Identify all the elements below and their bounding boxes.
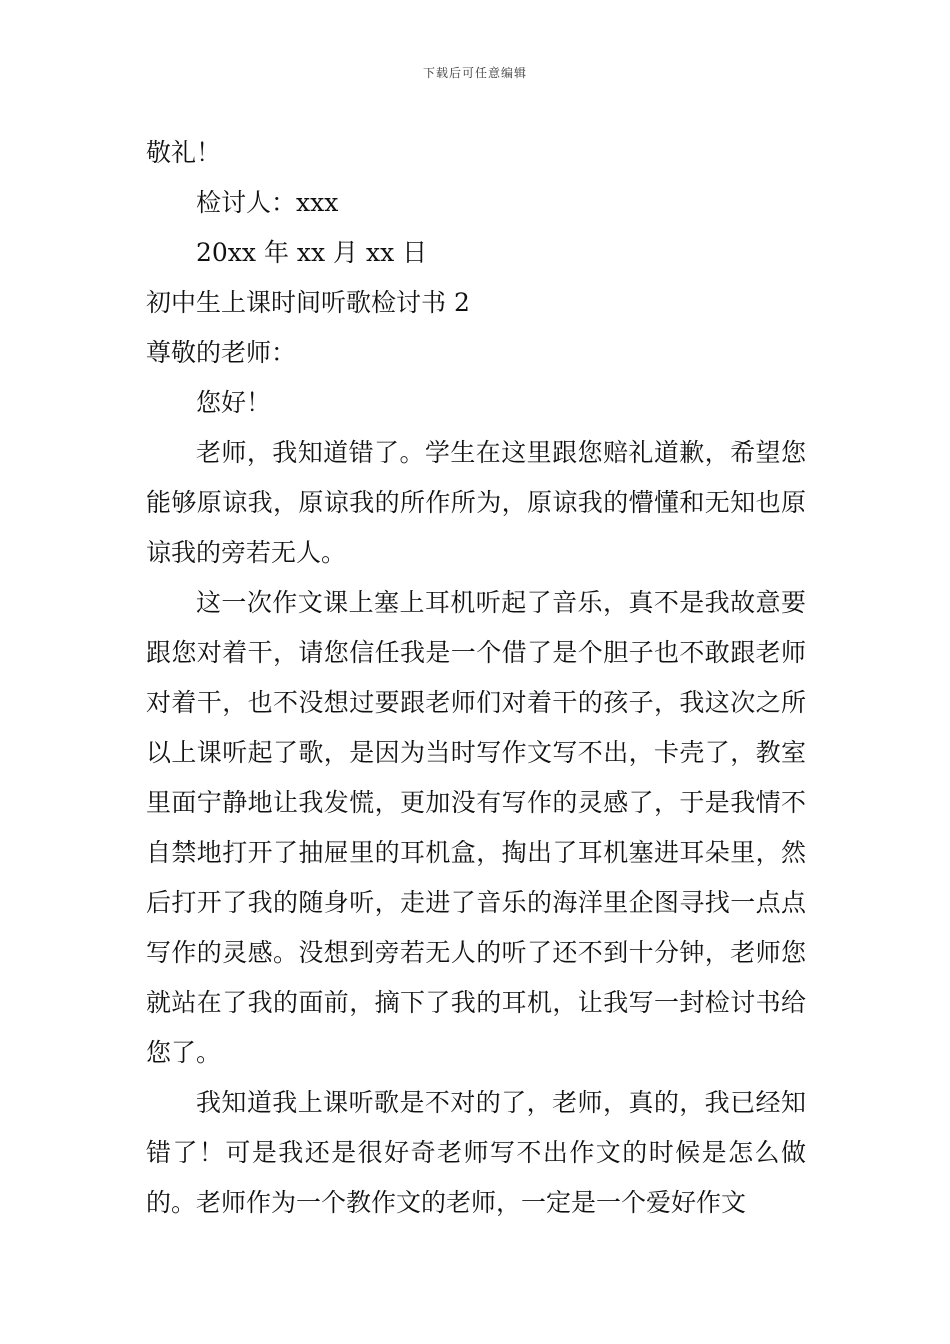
body-paragraph-3: 我知道我上课听歌是不对的了，老师，真的，我已经知错了！可是我还是很好奇老师写不出作文的时候是怎么做的。老师作为一个教作文的老师，一定是一个爱好作文 <box>146 1088 806 1217</box>
body-paragraph-1: 老师，我知道错了。学生在这里跟您赔礼道歉，希望您能够原谅我，原谅我的所作所为，原谅我的懵懂和无知也原谅我的旁若无人。 <box>146 438 806 567</box>
greeting-line: 您好！ <box>196 388 272 417</box>
body-paragraph-2: 这一次作文课上塞上耳机听起了音乐，真不是我故意要跟您对着干，请您信任我是一个借了是个胆子也不敢跟老师对着干，也不没想过要跟老师们对着干的孩子，我这次之所以上课听起了歌，是因为当时写作文写不出，卡壳了，教室里面宁静地让我发慌，更加没有写作的灵感了，于是我情不自禁地打开了抽屉里的耳机盒，掏出了耳机塞进耳朵里，然后打开了我的随身听，走进了音乐的海洋里企图寻找一点点写作的灵感。没想到旁若无人的听了还不到十分钟，老师您就站在了我的面前，摘下了我的耳机，让我写一封检讨书给您了。 <box>146 588 806 1067</box>
closing-line: 敬礼！ <box>146 138 222 167</box>
document-body <box>146 128 806 1228</box>
salutation-line: 尊敬的老师： <box>146 338 297 367</box>
section-title: 初中生上课时间听歌检讨书 2 <box>146 288 470 317</box>
page-header-note: 下载后可任意编辑 <box>422 66 527 80</box>
signer-line: 检讨人：xxx <box>196 188 339 217</box>
date-line: 20xx 年 xx 月 xx 日 <box>196 238 428 267</box>
